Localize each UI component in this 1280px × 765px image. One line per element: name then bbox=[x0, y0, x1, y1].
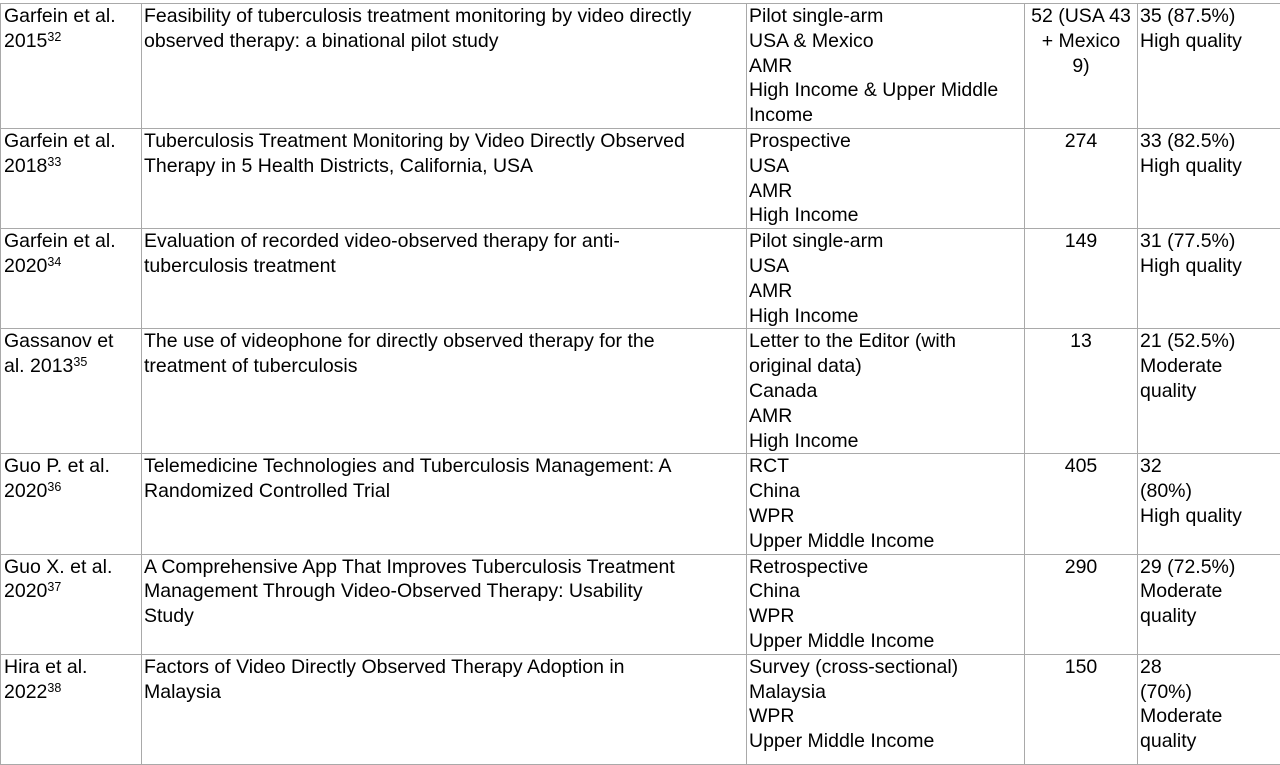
design-line: Pilot single-arm bbox=[749, 4, 1022, 29]
author-line bbox=[4, 454, 139, 479]
sample-size-line: 9) bbox=[1025, 54, 1137, 79]
design-line: AMR bbox=[749, 279, 1022, 304]
design-cell bbox=[747, 654, 1025, 764]
design-cell bbox=[747, 329, 1025, 454]
design-line: RCT bbox=[749, 454, 1022, 479]
design-line: Prospective bbox=[749, 129, 1022, 154]
design-line: Upper Middle Income bbox=[749, 629, 1022, 654]
author-text: 2022 bbox=[4, 681, 47, 703]
title-line: observed therapy: a binational pilot study bbox=[144, 29, 744, 54]
title-line: Feasibility of tuberculosis treatment monitoring by video directly bbox=[144, 4, 744, 29]
title-cell bbox=[142, 654, 747, 764]
design-line: China bbox=[749, 579, 1022, 604]
author-line bbox=[4, 555, 139, 580]
author-line bbox=[4, 579, 139, 604]
author-text: Gassanov et bbox=[4, 330, 113, 352]
title-line: Telemedicine Technologies and Tuberculosis Management: A bbox=[144, 454, 744, 479]
quality-line: 35 (87.5%) bbox=[1140, 4, 1278, 29]
studies-table bbox=[0, 3, 1280, 765]
author-line bbox=[4, 354, 139, 379]
table-row bbox=[1, 4, 1280, 129]
title-line: Factors of Video Directly Observed Therapy Adoption in bbox=[144, 655, 744, 680]
quality-cell bbox=[1138, 654, 1280, 764]
table-row bbox=[1, 128, 1280, 228]
table-row bbox=[1, 654, 1280, 764]
author-text: 2018 bbox=[4, 155, 47, 177]
design-line: AMR bbox=[749, 54, 1022, 79]
author-cell bbox=[1, 229, 142, 329]
quality-line: High quality bbox=[1140, 29, 1278, 54]
design-cell bbox=[747, 4, 1025, 129]
table-row bbox=[1, 454, 1280, 554]
reference-number: 35 bbox=[73, 355, 87, 369]
quality-line: High quality bbox=[1140, 504, 1278, 529]
title-cell bbox=[142, 128, 747, 228]
design-line: Malaysia bbox=[749, 680, 1022, 705]
table-row bbox=[1, 329, 1280, 454]
design-line: Retrospective bbox=[749, 555, 1022, 580]
author-line bbox=[4, 680, 139, 705]
quality-line: (80%) bbox=[1140, 479, 1278, 504]
sample-size-cell bbox=[1025, 4, 1138, 129]
sample-size-line: 290 bbox=[1025, 555, 1137, 580]
author-text: Garfein et al. bbox=[4, 130, 116, 152]
reference-number: 34 bbox=[47, 255, 61, 269]
title-cell bbox=[142, 329, 747, 454]
author-line bbox=[4, 129, 139, 154]
design-line: Upper Middle Income bbox=[749, 729, 1022, 754]
sample-size-line: 150 bbox=[1025, 655, 1137, 680]
quality-line: 32 bbox=[1140, 454, 1278, 479]
studies-table-body bbox=[1, 4, 1280, 765]
title-line: Management Through Video-Observed Therapy: Usability bbox=[144, 579, 744, 604]
quality-line: Moderate bbox=[1140, 579, 1278, 604]
design-line: Income bbox=[749, 103, 1022, 128]
title-line: Tuberculosis Treatment Monitoring by Video Directly Observed bbox=[144, 129, 744, 154]
sample-size-cell bbox=[1025, 128, 1138, 228]
design-line: Pilot single-arm bbox=[749, 229, 1022, 254]
author-text: al. 2013 bbox=[4, 355, 73, 377]
author-line bbox=[4, 29, 139, 54]
design-line: Canada bbox=[749, 379, 1022, 404]
design-line: AMR bbox=[749, 404, 1022, 429]
reference-number: 36 bbox=[47, 480, 61, 494]
quality-line: 29 (72.5%) bbox=[1140, 555, 1278, 580]
quality-line: 33 (82.5%) bbox=[1140, 129, 1278, 154]
author-text: Guo X. et al. bbox=[4, 556, 112, 578]
author-cell bbox=[1, 554, 142, 654]
author-line bbox=[4, 229, 139, 254]
sample-size-cell bbox=[1025, 454, 1138, 554]
design-cell bbox=[747, 454, 1025, 554]
design-line: WPR bbox=[749, 704, 1022, 729]
title-line: treatment of tuberculosis bbox=[144, 354, 744, 379]
author-line bbox=[4, 154, 139, 179]
reference-number: 33 bbox=[47, 155, 61, 169]
design-line: Letter to the Editor (with bbox=[749, 329, 1022, 354]
title-line: Study bbox=[144, 604, 744, 629]
sample-size-line: 405 bbox=[1025, 454, 1137, 479]
author-cell bbox=[1, 454, 142, 554]
table-row bbox=[1, 554, 1280, 654]
quality-line: Moderate bbox=[1140, 354, 1278, 379]
quality-cell bbox=[1138, 229, 1280, 329]
sample-size-line: 52 (USA 43 bbox=[1025, 4, 1137, 29]
title-line: tuberculosis treatment bbox=[144, 254, 744, 279]
quality-cell bbox=[1138, 454, 1280, 554]
quality-line: Moderate bbox=[1140, 704, 1278, 729]
quality-line: 31 (77.5%) bbox=[1140, 229, 1278, 254]
design-line: High Income & Upper Middle bbox=[749, 78, 1022, 103]
quality-line: quality bbox=[1140, 379, 1278, 404]
sample-size-line: + Mexico bbox=[1025, 29, 1137, 54]
author-text: Garfein et al. bbox=[4, 5, 116, 27]
title-line: Evaluation of recorded video-observed therapy for anti- bbox=[144, 229, 744, 254]
author-line bbox=[4, 329, 139, 354]
design-line: WPR bbox=[749, 504, 1022, 529]
reference-number: 37 bbox=[47, 580, 61, 594]
title-cell bbox=[142, 554, 747, 654]
quality-line: quality bbox=[1140, 604, 1278, 629]
design-line: USA & Mexico bbox=[749, 29, 1022, 54]
design-line: China bbox=[749, 479, 1022, 504]
design-line: Survey (cross-sectional) bbox=[749, 655, 1022, 680]
title-line: Therapy in 5 Health Districts, California, USA bbox=[144, 154, 744, 179]
sample-size-cell bbox=[1025, 554, 1138, 654]
author-text: 2020 bbox=[4, 580, 47, 602]
sample-size-cell bbox=[1025, 654, 1138, 764]
quality-line: High quality bbox=[1140, 154, 1278, 179]
author-cell bbox=[1, 329, 142, 454]
design-line: Upper Middle Income bbox=[749, 529, 1022, 554]
design-line: USA bbox=[749, 254, 1022, 279]
design-line: AMR bbox=[749, 179, 1022, 204]
quality-cell bbox=[1138, 128, 1280, 228]
quality-line: (70%) bbox=[1140, 680, 1278, 705]
author-line bbox=[4, 655, 139, 680]
quality-line: quality bbox=[1140, 729, 1278, 754]
author-text: Hira et al. bbox=[4, 656, 87, 678]
author-line bbox=[4, 254, 139, 279]
title-cell bbox=[142, 454, 747, 554]
title-cell bbox=[142, 229, 747, 329]
author-text: Guo P. et al. bbox=[4, 455, 110, 477]
quality-cell bbox=[1138, 554, 1280, 654]
quality-line: 21 (52.5%) bbox=[1140, 329, 1278, 354]
author-text: 2020 bbox=[4, 480, 47, 502]
design-line: High Income bbox=[749, 304, 1022, 329]
author-line bbox=[4, 4, 139, 29]
author-cell bbox=[1, 4, 142, 129]
design-line: USA bbox=[749, 154, 1022, 179]
reference-number: 38 bbox=[47, 681, 61, 695]
author-cell bbox=[1, 654, 142, 764]
design-cell bbox=[747, 128, 1025, 228]
author-cell bbox=[1, 128, 142, 228]
design-line: High Income bbox=[749, 429, 1022, 454]
design-cell bbox=[747, 229, 1025, 329]
sample-size-cell bbox=[1025, 229, 1138, 329]
design-line: original data) bbox=[749, 354, 1022, 379]
sample-size-line: 13 bbox=[1025, 329, 1137, 354]
sample-size-line: 149 bbox=[1025, 229, 1137, 254]
quality-cell bbox=[1138, 329, 1280, 454]
title-line: Randomized Controlled Trial bbox=[144, 479, 744, 504]
author-text: 2015 bbox=[4, 30, 47, 52]
title-line: A Comprehensive App That Improves Tuberculosis Treatment bbox=[144, 555, 744, 580]
author-text: 2020 bbox=[4, 255, 47, 277]
design-line: High Income bbox=[749, 203, 1022, 228]
quality-line: 28 bbox=[1140, 655, 1278, 680]
author-text: Garfein et al. bbox=[4, 230, 116, 252]
sample-size-cell bbox=[1025, 329, 1138, 454]
quality-line: High quality bbox=[1140, 254, 1278, 279]
reference-number: 32 bbox=[47, 30, 61, 44]
title-line: The use of videophone for directly observed therapy for the bbox=[144, 329, 744, 354]
design-cell bbox=[747, 554, 1025, 654]
title-line: Malaysia bbox=[144, 680, 744, 705]
sample-size-line: 274 bbox=[1025, 129, 1137, 154]
table-row bbox=[1, 229, 1280, 329]
quality-cell bbox=[1138, 4, 1280, 129]
author-line bbox=[4, 479, 139, 504]
design-line: WPR bbox=[749, 604, 1022, 629]
title-cell bbox=[142, 4, 747, 129]
